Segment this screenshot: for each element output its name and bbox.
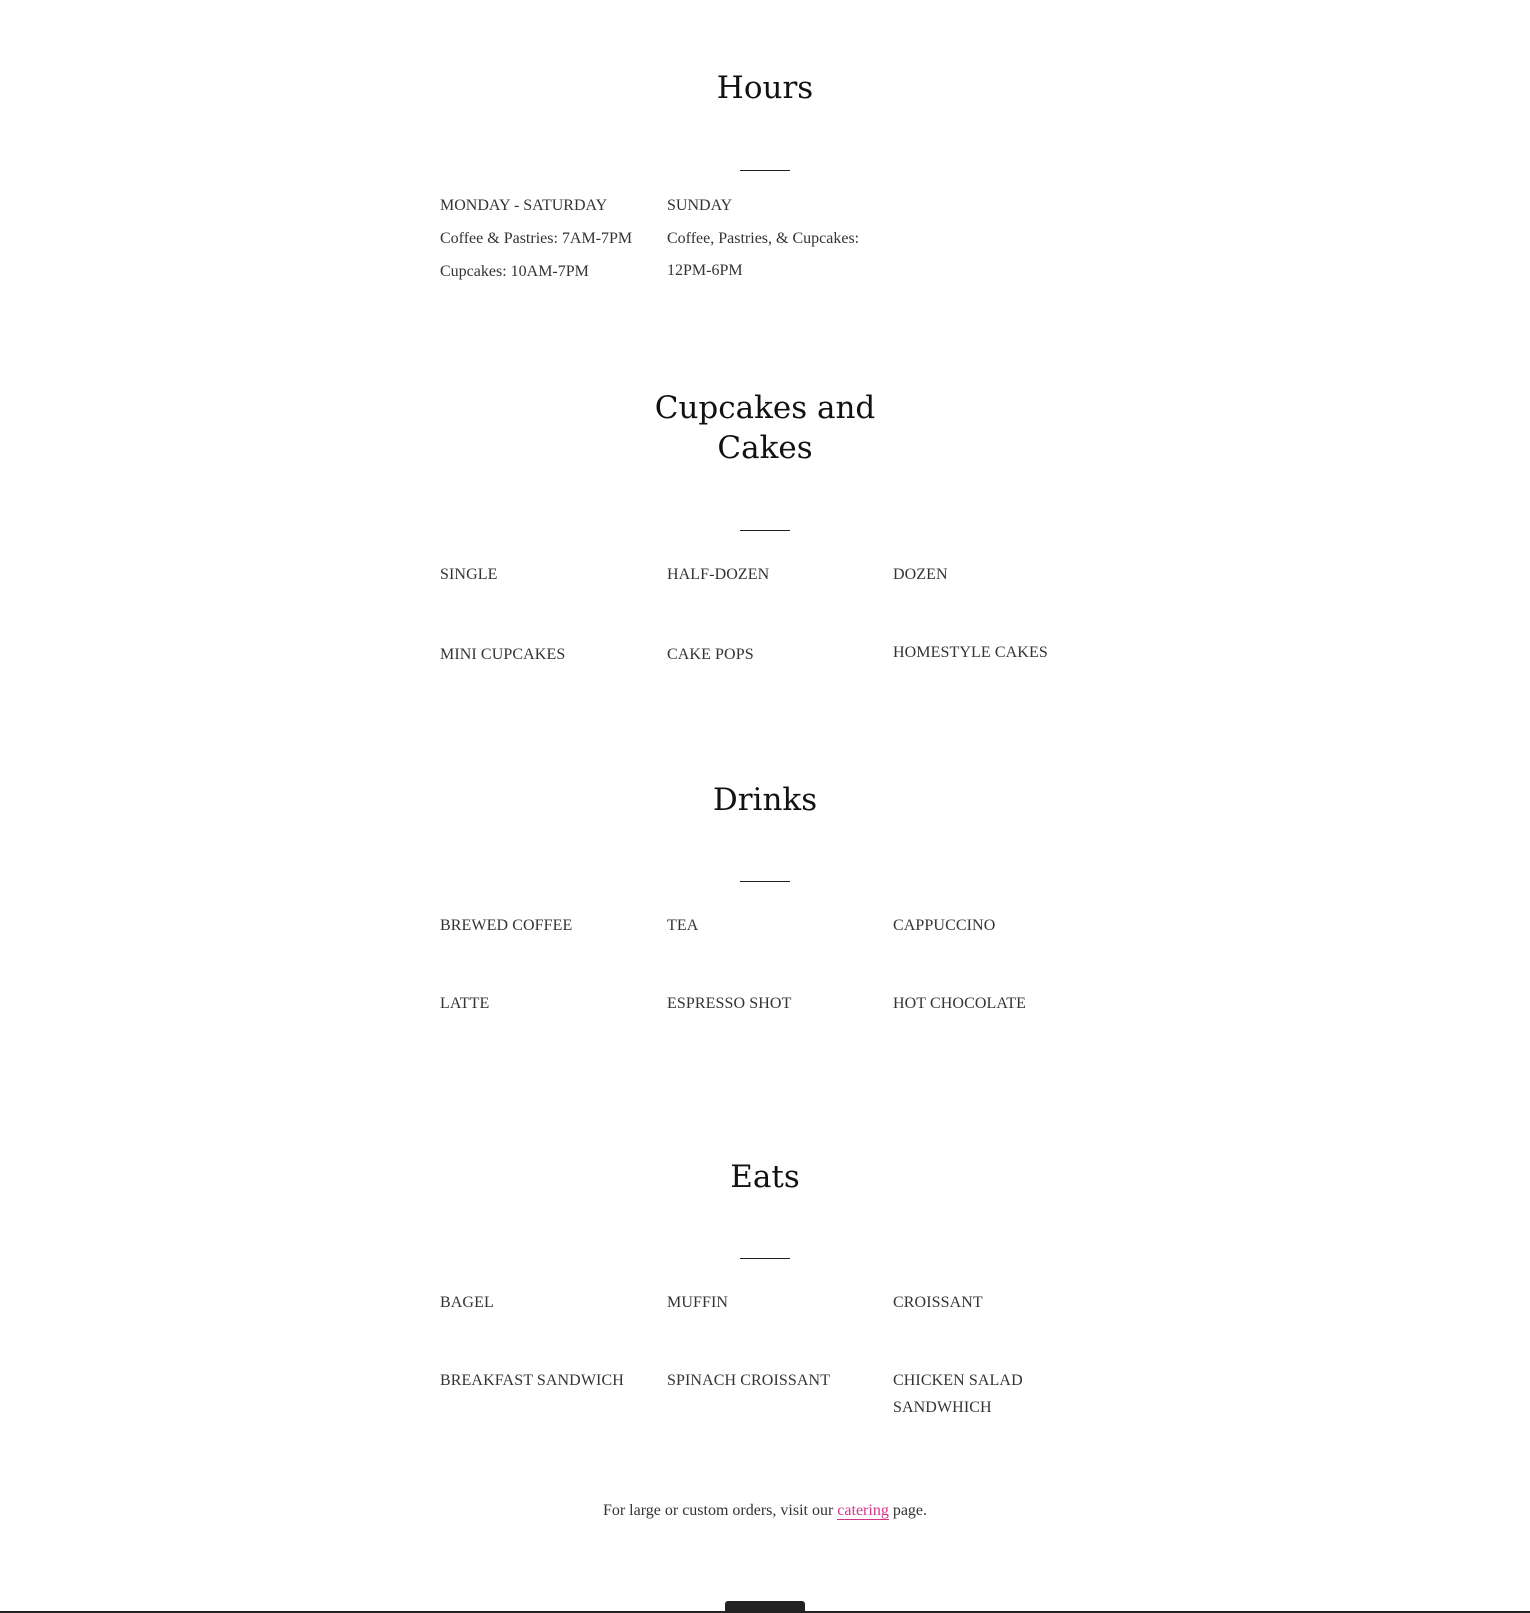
eats-title: Eats [730, 1159, 800, 1195]
drinks-title: Drinks [712, 782, 818, 818]
catering-link[interactable]: catering [837, 1502, 889, 1519]
menu-item-mini-cupcakes: MINI CUPCAKES [440, 646, 566, 663]
catering-note-suffix: page. [888, 1502, 928, 1519]
eats-divider [740, 1258, 790, 1259]
menu-item-homestyle-cakes: HOMESTYLE CAKES [893, 644, 1048, 661]
hours-mon-sat-heading: MONDAY - SATURDAY [440, 197, 608, 214]
cupcakes-title: Cupcakes and Cakes [654, 390, 876, 466]
menu-item-dozen: DOZEN [893, 566, 948, 583]
catering-note-prefix: For large or custom orders, visit our [602, 1502, 838, 1519]
catering-note [0, 1499, 1530, 1523]
hours-sunday-heading: SUNDAY [667, 197, 733, 214]
hours-sunday-line2: 12PM-6PM [667, 262, 743, 279]
hours-sunday-line1: Coffee, Pastries, & Cupcakes: [667, 230, 860, 247]
menu-item-espresso-shot: ESPRESSO SHOT [667, 995, 792, 1012]
menu-item-breakfast-sandwich: BREAKFAST SANDWICH [440, 1372, 624, 1389]
hours-mon-sat-line1: Coffee & Pastries: 7AM-7PM [440, 230, 633, 247]
menu-item-croissant: CROISSANT [893, 1294, 983, 1311]
menu-item-tea: TEA [667, 917, 699, 934]
drinks-divider [740, 881, 790, 882]
menu-item-cake-pops: CAKE POPS [667, 646, 754, 663]
menu-item-spinach-croissant: SPINACH CROISSANT [667, 1372, 831, 1389]
back-to-top-tab[interactable] [725, 1601, 805, 1613]
menu-item-chicken-salad-sandwich: CHICKEN SALAD SANDWHICH [893, 1372, 1023, 1416]
cupcakes-divider [740, 530, 790, 531]
menu-item-latte: LATTE [440, 995, 490, 1012]
hours-mon-sat-line2: Cupcakes: 10AM-7PM [440, 263, 589, 280]
hours-title: Hours [716, 70, 814, 106]
menu-item-brewed-coffee: BREWED COFFEE [440, 917, 573, 934]
menu-item-single: SINGLE [440, 566, 498, 583]
menu-item-hot-chocolate: HOT CHOCOLATE [893, 995, 1027, 1012]
menu-item-bagel: BAGEL [440, 1294, 494, 1311]
menu-item-half-dozen: HALF-DOZEN [667, 566, 770, 583]
menu-item-cappuccino: CAPPUCCINO [893, 917, 996, 934]
menu-item-muffin: MUFFIN [667, 1294, 729, 1311]
hours-divider [740, 170, 790, 171]
